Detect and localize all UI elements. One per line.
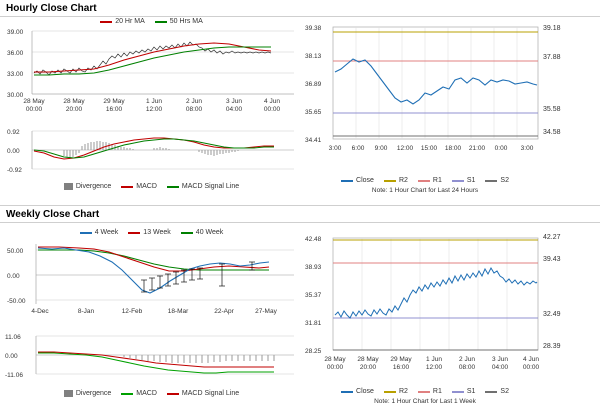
legend-label: R2	[398, 388, 408, 395]
x-tick: 18:00	[444, 145, 462, 152]
y-tick: 39.38	[305, 25, 322, 32]
legend-item-macd-signal	[167, 390, 239, 397]
x-tick: 00:00	[522, 364, 540, 371]
legend-label: 4 Week	[94, 229, 119, 236]
line-swatch-icon	[121, 393, 133, 395]
x-tick: 1 Jun	[426, 356, 442, 363]
x-tick: 20:00	[65, 106, 83, 113]
weekly-week-note: Note: 1 Hour Chart for Last 1 Week	[374, 398, 476, 405]
legend-label: MACD Signal Line	[181, 183, 240, 190]
x-tick: 28 May	[324, 356, 346, 363]
hourly-price-chart	[4, 16, 299, 121]
x-tick: 21:00	[468, 145, 486, 152]
x-tick: 04:00	[225, 106, 243, 113]
legend-item-s1	[452, 177, 476, 184]
legend-item-s2	[485, 177, 509, 184]
box-swatch-icon	[64, 390, 73, 397]
y-tick: 50.00	[7, 248, 24, 255]
weekly-week-plot	[305, 229, 597, 387]
x-tick: 4 Jun	[523, 356, 539, 363]
hourly-macd-chart	[4, 126, 299, 198]
x-tick: 15:00	[420, 145, 438, 152]
y-tick: 0.00	[7, 148, 20, 155]
x-tick: 18-Mar	[167, 308, 189, 315]
x-tick: 1 Jun	[146, 98, 162, 105]
y-tick: 36.00	[7, 50, 24, 57]
x-tick: 12:00	[425, 364, 443, 371]
y-tick: 35.65	[305, 109, 322, 116]
weekly-macd-legend	[4, 390, 299, 397]
x-tick: 22-Apr	[214, 308, 234, 315]
hourly-panel-title: Hourly Close Chart	[6, 3, 97, 14]
band-value-s1: 35.58	[543, 106, 561, 113]
y-tick: 42.48	[305, 236, 322, 243]
legend-label: 13 Week	[143, 229, 171, 236]
legend-item-macd-signal	[167, 183, 239, 190]
y-tick: 0.00	[7, 273, 20, 280]
line-swatch-icon	[155, 21, 167, 23]
weekly-price-legend	[4, 229, 299, 236]
legend-item-close	[341, 177, 374, 184]
line-swatch-icon	[341, 391, 353, 393]
weekly-macd-chart	[4, 331, 299, 406]
x-tick: 3:00	[328, 145, 342, 152]
x-tick: 16:00	[392, 364, 410, 371]
y-tick: 0.00	[5, 353, 18, 360]
x-tick: 6:00	[351, 145, 365, 152]
line-swatch-icon	[128, 232, 140, 234]
x-tick: 0:00	[494, 145, 508, 152]
hourly-24h-note: Note: 1 Hour Chart for Last 24 Hours	[371, 187, 479, 194]
y-tick: 30.00	[7, 92, 24, 99]
x-tick: 3:00	[520, 145, 534, 152]
legend-item-divergence	[64, 390, 111, 397]
y-tick: 36.89	[305, 81, 322, 88]
line-swatch-icon	[167, 186, 179, 188]
x-tick: 3 Jun	[492, 356, 508, 363]
legend-label: R1	[432, 388, 442, 395]
hourly-macd-legend	[4, 183, 299, 190]
line-swatch-icon	[418, 391, 430, 393]
legend-item-50hr-ma	[155, 18, 203, 25]
x-tick: 00:00	[25, 106, 43, 113]
x-tick: 2 Jun	[459, 356, 475, 363]
y-tick: 11.06	[5, 334, 21, 341]
legend-label: Close	[356, 388, 374, 395]
weekly-panel-title: Weekly Close Chart	[6, 209, 100, 220]
x-tick: 9:00	[374, 145, 388, 152]
x-tick: 4-Dec	[31, 308, 49, 315]
hourly-24h-chart	[305, 18, 597, 198]
x-tick: 12-Feb	[121, 308, 143, 315]
band-value-r2: 39.18	[543, 25, 561, 32]
legend-label: 20 Hr MA	[115, 18, 145, 25]
legend-item-13-week	[128, 229, 171, 236]
line-swatch-icon	[384, 180, 396, 182]
legend-label: S1	[466, 177, 476, 184]
line-swatch-icon	[100, 21, 112, 23]
y-tick: 34.41	[305, 137, 322, 144]
y-tick: -0.92	[7, 167, 22, 174]
y-tick: 39.00	[7, 29, 24, 36]
x-tick: 08:00	[458, 364, 476, 371]
line-swatch-icon	[341, 180, 353, 182]
y-tick: -50.00	[7, 298, 26, 305]
legend-label: R1	[432, 177, 442, 184]
x-tick: 29 May	[103, 98, 125, 105]
y-tick: -11.06	[5, 372, 23, 379]
x-tick: 04:00	[491, 364, 509, 371]
x-tick: 12:00	[145, 106, 163, 113]
band-value-s1: 32.49	[543, 311, 561, 318]
x-tick: 4 Jun	[264, 98, 280, 105]
y-tick: 0.92	[7, 129, 20, 136]
line-swatch-icon	[384, 391, 396, 393]
hourly-24h-plot	[305, 18, 597, 176]
hourly-panel	[0, 0, 600, 200]
legend-label: Divergence	[75, 183, 112, 190]
legend-label: Divergence	[75, 390, 112, 397]
weekly-panel	[0, 205, 600, 413]
x-tick: 08:00	[185, 106, 203, 113]
legend-item-divergence	[64, 183, 111, 190]
x-tick: 12:00	[396, 145, 414, 152]
legend-item-macd	[121, 390, 157, 397]
x-tick: 28 May	[23, 98, 45, 105]
line-swatch-icon	[452, 391, 464, 393]
y-tick: 35.37	[305, 292, 322, 299]
y-tick: 31.81	[305, 320, 322, 327]
y-tick: 38.13	[305, 53, 322, 60]
legend-label: Close	[356, 177, 374, 184]
legend-label: MACD	[136, 390, 157, 397]
weekly-macd-plot	[4, 331, 299, 389]
band-value-r1: 37.88	[543, 54, 561, 61]
legend-label: 40 Week	[195, 229, 224, 236]
line-swatch-icon	[485, 391, 497, 393]
x-tick: 00:00	[326, 364, 344, 371]
band-value-s2: 28.39	[543, 343, 561, 350]
y-tick: 33.00	[7, 71, 24, 78]
legend-label: MACD Signal Line	[181, 390, 240, 397]
x-tick: 2 Jun	[186, 98, 202, 105]
legend-item-r2	[384, 177, 408, 184]
x-tick: 29 May	[390, 356, 412, 363]
legend-item-s2	[485, 388, 509, 395]
legend-label: 50 Hrs MA	[169, 18, 203, 25]
y-tick: 28.25	[305, 348, 322, 355]
x-tick: 28 May	[63, 98, 85, 105]
x-tick: 28 May	[357, 356, 379, 363]
line-swatch-icon	[80, 232, 92, 234]
legend-item-r1	[418, 177, 442, 184]
line-swatch-icon	[167, 393, 179, 395]
weekly-price-plot	[4, 236, 299, 318]
weekly-price-chart	[4, 227, 299, 332]
legend-item-20hr-ma	[100, 18, 145, 25]
legend-label: MACD	[136, 183, 157, 190]
x-tick: 20:00	[359, 364, 377, 371]
line-swatch-icon	[181, 232, 193, 234]
legend-item-r1	[418, 388, 442, 395]
legend-item-40-week	[181, 229, 224, 236]
y-tick: 38.93	[305, 264, 322, 271]
legend-label: R2	[398, 177, 408, 184]
band-value-s2: 34.58	[543, 129, 561, 136]
legend-item-4-week	[80, 229, 119, 236]
band-value-r2: 42.27	[543, 234, 561, 241]
line-swatch-icon	[485, 180, 497, 182]
x-tick: 27-May	[255, 308, 277, 315]
line-swatch-icon	[452, 180, 464, 182]
hourly-24h-legend	[305, 177, 545, 184]
band-value-r1: 39.43	[543, 256, 561, 263]
x-tick: 16:00	[105, 106, 123, 113]
weekly-week-chart	[305, 229, 597, 409]
legend-item-r2	[384, 388, 408, 395]
weekly-title-divider	[0, 222, 600, 223]
x-tick: 8-Jan	[77, 308, 95, 315]
legend-item-s1	[452, 388, 476, 395]
x-tick: 00:00	[263, 106, 281, 113]
legend-item-macd	[121, 183, 157, 190]
hourly-price-legend	[4, 18, 299, 25]
hourly-price-plot	[4, 25, 299, 113]
box-swatch-icon	[64, 183, 73, 190]
legend-label: S1	[466, 388, 476, 395]
line-swatch-icon	[418, 180, 430, 182]
hourly-macd-plot	[4, 126, 299, 182]
legend-item-close	[341, 388, 374, 395]
legend-label: S2	[500, 177, 509, 184]
x-tick: 3 Jun	[226, 98, 242, 105]
legend-label: S2	[500, 388, 509, 395]
line-swatch-icon	[121, 186, 133, 188]
weekly-week-legend	[305, 388, 545, 395]
